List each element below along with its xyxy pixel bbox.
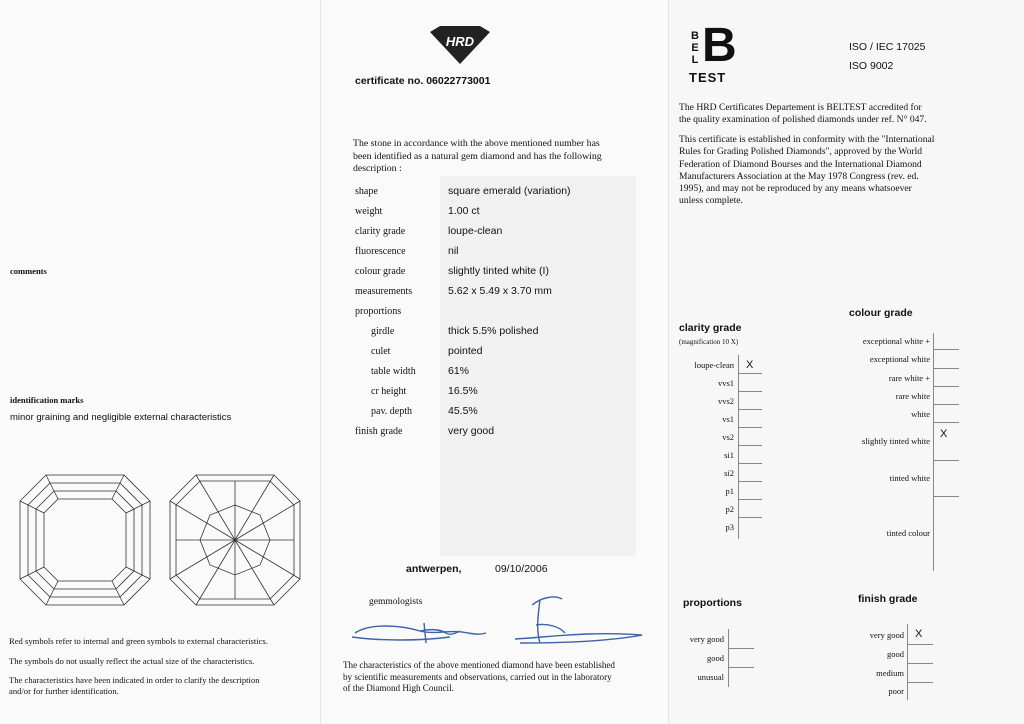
- proportions-very-good: very good: [689, 634, 724, 644]
- finish-scale-line: [907, 624, 908, 700]
- lab-statement-line: The characteristics of the above mentioned diamond have been established: [343, 660, 615, 670]
- identification-marks-text: minor graining and negligible external characteristics: [10, 412, 232, 423]
- girdle-label: girdle: [371, 326, 395, 337]
- clarity-vs2: vs2: [722, 432, 734, 442]
- finish-good: good: [887, 649, 904, 659]
- colour-selected-mark: X: [940, 428, 948, 440]
- intro-text: [353, 138, 602, 176]
- crown-diagram: [18, 473, 152, 607]
- beltest-letters: [689, 30, 701, 66]
- proportions-unusual: unusual: [697, 672, 724, 682]
- proportions-scale-line: [728, 629, 729, 687]
- clarity-tick: [738, 427, 762, 428]
- finish-tick: [907, 663, 933, 664]
- proportions-tick: [728, 648, 754, 649]
- colour-tick: [933, 496, 959, 497]
- intro-line: The stone in accordance with the above mentioned number has: [353, 138, 600, 149]
- note-line: The symbols do not usually reflect the actual size of the characteristics.: [9, 655, 255, 666]
- clarity-p2: p2: [725, 504, 734, 514]
- pavilion-depth-value: 45.5%: [448, 405, 478, 417]
- conformity-line: Manufacturers Association at the May 1978 Congress (rev. ed.: [679, 170, 919, 182]
- finish-selected-mark: X: [915, 628, 923, 640]
- fluorescence-value: nil: [448, 245, 459, 257]
- iso-9002: ISO 9002: [849, 60, 894, 72]
- comments-label: comments: [10, 266, 47, 276]
- colour-tick: [933, 349, 959, 350]
- conformity-line: Rules for Grading Polished Diamonds", approved by the World: [679, 146, 923, 158]
- clarity-scale-line: [738, 355, 739, 539]
- note-line: The characteristics have been indicated in order to clarify the description: [9, 675, 260, 685]
- clarity-tick: [738, 391, 762, 392]
- signature: [350, 585, 650, 655]
- measurements-label: measurements: [355, 286, 413, 297]
- colour-rare-white: rare white: [895, 391, 930, 401]
- conformity-line: 1995), and may not be reproduced by any means whatsoever: [679, 183, 912, 195]
- crown-height-label: cr height: [371, 386, 407, 397]
- conformity-line: Federation of Diamond Bourses and the International Diamond: [679, 158, 922, 170]
- colour-exceptional-white-plus: exceptional white +: [862, 336, 930, 346]
- finish-grade-label: finish grade: [355, 426, 403, 437]
- colour-value: slightly tinted white (I): [448, 265, 549, 277]
- proportions-tick: [728, 667, 754, 668]
- clarity-magnification: (magnification 10 X): [679, 338, 739, 346]
- pavilion-diagram: [168, 473, 302, 607]
- intro-line: description :: [353, 163, 402, 174]
- clarity-vvs2: vvs2: [717, 396, 734, 406]
- finish-grade-title: finish grade: [858, 593, 918, 605]
- date-value: 09/10/2006: [495, 563, 548, 575]
- iso-17025: ISO / IEC 17025: [849, 41, 926, 53]
- shape-value: square emerald (variation): [448, 185, 571, 197]
- finish-medium: medium: [876, 668, 904, 678]
- clarity-si2: si2: [724, 468, 734, 478]
- crown-height-value: 16.5%: [448, 385, 478, 397]
- beltest-logo-word: TEST: [689, 70, 727, 85]
- clarity-vs1: vs1: [722, 414, 734, 424]
- beltest-logo-b: B: [702, 19, 735, 72]
- diagram-notes: [9, 632, 268, 697]
- clarity-value: loupe-clean: [448, 225, 503, 237]
- colour-tick: [933, 404, 959, 405]
- culet-value: pointed: [448, 345, 483, 357]
- clarity-si1: si1: [724, 450, 734, 460]
- shape-label: shape: [355, 186, 378, 197]
- lab-statement-line: by scientific measurements and observations, carried out in the laboratory: [343, 671, 612, 682]
- colour-slightly-tinted-white: slightly tinted white: [862, 436, 930, 446]
- beltest-letter: B: [691, 30, 699, 42]
- finish-tick: [907, 682, 933, 683]
- finish-very-good: very good: [869, 630, 904, 640]
- clarity-tick: [738, 463, 762, 464]
- clarity-tick: [738, 481, 762, 482]
- pavilion-depth-label: pav. depth: [371, 406, 413, 417]
- lab-statement-line: of the Diamond High Council.: [343, 683, 454, 693]
- fold-line-left: [320, 0, 321, 724]
- colour-tick: [933, 422, 959, 423]
- gemmologists-label: gemmologists: [369, 597, 423, 607]
- colour-rare-white-plus: rare white +: [888, 373, 930, 383]
- note-line: Red symbols refer to internal and green symbols to external characteristics.: [9, 636, 268, 646]
- proportions-good: good: [707, 653, 724, 663]
- clarity-tick: [738, 373, 762, 374]
- clarity-loupe-clean: loupe-clean: [694, 360, 734, 370]
- conformity-line: unless complete.: [679, 195, 743, 207]
- clarity-label: clarity grade: [355, 226, 406, 237]
- accreditation-line: The HRD Certificates Departement is BELTEST accredited for: [679, 102, 922, 113]
- clarity-p3: p3: [725, 522, 734, 532]
- clarity-tick: [738, 409, 762, 410]
- table-width-value: 61%: [448, 365, 470, 377]
- colour-white: white: [911, 409, 930, 419]
- clarity-grade-title: clarity grade: [679, 322, 742, 334]
- measurements-value: 5.62 x 5.49 x 3.70 mm: [448, 285, 552, 297]
- proportions-label: proportions: [355, 306, 402, 317]
- clarity-p1: p1: [725, 486, 734, 496]
- clarity-vvs1: vvs1: [717, 378, 734, 388]
- finish-poor: poor: [888, 686, 904, 696]
- lab-statement: [343, 660, 615, 695]
- clarity-selected-mark: X: [746, 359, 754, 371]
- clarity-tick: [738, 499, 762, 500]
- colour-tick: [933, 386, 959, 387]
- clarity-tick: [738, 517, 762, 518]
- identification-marks-label: identification marks: [10, 395, 84, 405]
- finish-grade-value: very good: [448, 425, 495, 437]
- colour-tinted-white: tinted white: [889, 473, 930, 483]
- place-label: antwerpen,: [406, 563, 462, 575]
- weight-label: weight: [355, 206, 383, 217]
- certificate-number: certificate no. 06022773001: [355, 75, 491, 87]
- accreditation-line: the quality examination of polished diamonds under ref. N° 047.: [679, 114, 927, 126]
- culet-label: culet: [371, 346, 391, 357]
- accreditation-text: [679, 102, 971, 127]
- conformity-line: This certificate is established in conformity with the "International: [679, 134, 935, 145]
- proportions-title: proportions: [683, 597, 742, 609]
- conformity-text: [679, 134, 971, 208]
- note-line: and/or for further identification.: [9, 686, 119, 696]
- colour-tick: [933, 460, 959, 461]
- colour-tick: [933, 368, 959, 369]
- intro-line: been identified as a natural gem diamond and has the following: [353, 150, 602, 162]
- beltest-letter: L: [691, 54, 699, 66]
- table-width-label: table width: [371, 366, 416, 377]
- colour-label: colour grade: [355, 266, 406, 277]
- clarity-tick: [738, 445, 762, 446]
- fluorescence-label: fluorescence: [355, 246, 406, 257]
- girdle-value: thick 5.5% polished: [448, 325, 539, 337]
- beltest-letter: E: [691, 42, 699, 54]
- finish-tick: [907, 644, 933, 645]
- hrd-logo: [426, 24, 494, 66]
- colour-tinted-colour: tinted colour: [886, 528, 930, 538]
- colour-exceptional-white: exceptional white: [869, 354, 930, 364]
- weight-value: 1.00 ct: [448, 205, 480, 217]
- hrd-logo-text: HRD: [445, 34, 475, 49]
- colour-grade-title: colour grade: [849, 307, 913, 319]
